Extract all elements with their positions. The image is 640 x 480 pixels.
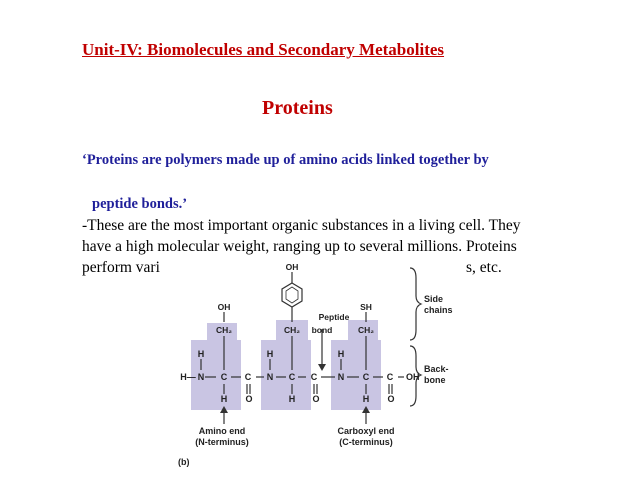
atom-h-terminal: H— xyxy=(180,372,196,382)
amino-end-label-line-2: (N-terminus) xyxy=(195,437,249,447)
paragraph-line-3-end: s, etc. xyxy=(466,259,502,276)
atom-oh-terminal: OH xyxy=(406,372,420,382)
definition-line-1: ‘Proteins are polymers made up of amino acids linked together by xyxy=(82,152,489,168)
tyrosine-oh-label: OH xyxy=(285,262,299,272)
atom-c-carbonyl-1: C xyxy=(244,372,252,382)
atom-h-bottom-2: H xyxy=(288,394,296,404)
carboxyl-end-label-line-1: Carboxyl end xyxy=(337,426,395,436)
backbone-label-line-1: Back- xyxy=(424,364,449,374)
atom-n-2: N xyxy=(266,372,274,382)
definition-line-2: peptide bonds.’ xyxy=(92,196,188,212)
atom-n-1: N xyxy=(197,372,205,382)
side-chains-label-line-1: Side xyxy=(424,294,444,304)
peptide-bond-label-line-2: bond xyxy=(311,325,333,335)
side-chains-label-line-2: chains xyxy=(424,305,453,315)
ch2-label-2: CH₂ xyxy=(283,325,301,335)
atom-o-2: O xyxy=(312,394,320,404)
carboxyl-end-label-line-2: (C-terminus) xyxy=(339,437,393,447)
unit-title: Unit-IV: Biomolecules and Secondary Metabolites xyxy=(82,40,445,59)
atom-c-alpha-1: C xyxy=(220,372,228,382)
atom-h-top-2: H xyxy=(266,349,274,359)
atom-c-carbonyl-3: C xyxy=(386,372,394,382)
atom-c-carbonyl-2: C xyxy=(310,372,318,382)
figure-backdrop xyxy=(178,262,464,284)
benzene-inner-ring xyxy=(286,287,298,303)
ch2-label-3: CH₂ xyxy=(357,325,375,335)
cysteine-sh-label: SH xyxy=(360,302,372,312)
peptide-bond-label-line-1: Peptide xyxy=(318,312,350,322)
ch2-label-1: CH₂ xyxy=(215,325,233,335)
backbone-label-line-2: bone xyxy=(424,375,446,385)
atom-c-alpha-3: C xyxy=(362,372,370,382)
atom-h-bottom-3: H xyxy=(362,394,370,404)
page-title: Proteins xyxy=(262,97,333,119)
paragraph-line-2: have a high molecular weight, ranging up to several millions. Proteins xyxy=(82,238,517,255)
atom-n-3: N xyxy=(337,372,345,382)
atom-h-bottom-1: H xyxy=(220,394,228,404)
amino-end-label-line-1: Amino end xyxy=(198,426,246,436)
atom-o-3: O xyxy=(387,394,395,404)
panel-label: (b) xyxy=(178,457,190,467)
atom-c-alpha-2: C xyxy=(288,372,296,382)
atom-h-top-3: H xyxy=(337,349,345,359)
serine-oh-label: OH xyxy=(217,302,231,312)
atom-h-top-1: H xyxy=(197,349,205,359)
paragraph-line-3-start: perform vari xyxy=(82,259,160,276)
paragraph-line-1: -These are the most important organic substances in a living cell. They xyxy=(82,217,521,234)
atom-o-1: O xyxy=(245,394,253,404)
